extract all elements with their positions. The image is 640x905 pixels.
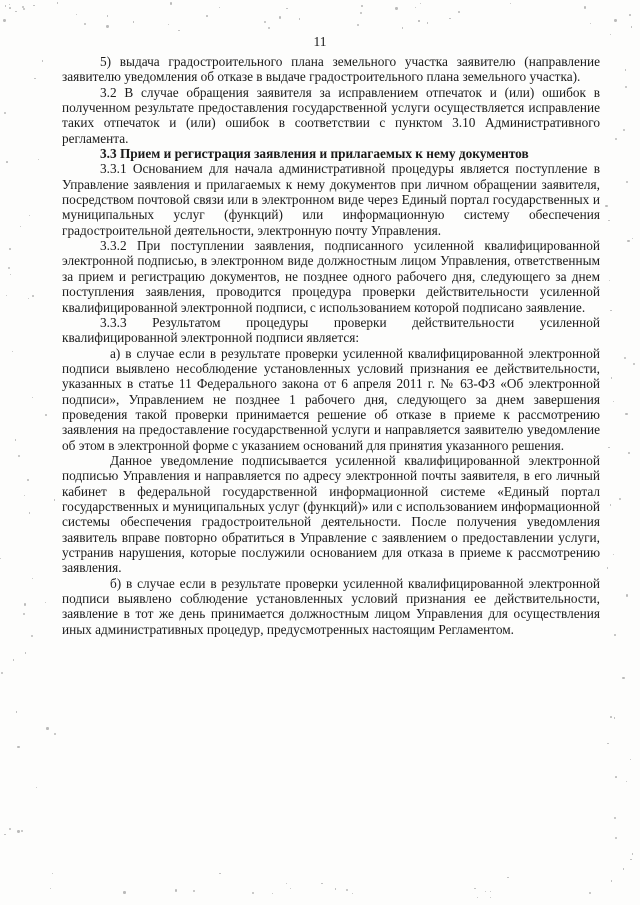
scan-noise bbox=[415, 7, 417, 9]
scan-noise bbox=[395, 7, 397, 9]
scan-noise bbox=[170, 2, 172, 4]
scan-noise bbox=[474, 888, 475, 889]
scan-noise bbox=[361, 5, 363, 7]
paragraph: б) в случае если в результате проверки усиленной квалифицированной электронной подписи выявлено соблюдение установленных условий признания ее действительности, заявление в тот же день принимается должностным лицом Управления для осуществления иных административных процедур, предусмотренных настоящим Регламентом. bbox=[62, 575, 600, 637]
scan-noise bbox=[16, 711, 17, 712]
scan-noise bbox=[631, 26, 633, 28]
scan-noise bbox=[29, 512, 30, 513]
scan-noise bbox=[628, 452, 630, 454]
paragraph: а) в случае если в результате проверки усиленной квалифицированной электронной подписи выявлено несоблюдение установленных условий признания ее действительности, указанных в статье 11 Федерального закона от 6 апреля 2011 г. № 63-ФЗ «Об электронной подписи», Управлением не позднее 1 рабочего дня, следующего за днем завершения проведения такой проверки принимается решение об отказе в приеме к рассмотрению заявления на предоставление государственной услуги и направляется заявителю уведомление об этом в электронной форме с указанием оснований для принятия указанного решения. bbox=[62, 345, 600, 453]
scan-noise bbox=[106, 25, 108, 27]
scan-noise bbox=[357, 24, 359, 26]
scan-noise bbox=[9, 4, 10, 5]
scan-noise bbox=[611, 880, 613, 882]
scan-noise bbox=[608, 447, 610, 449]
scan-noise bbox=[622, 677, 624, 679]
paragraph: 3.3.1 Основанием для начала административной процедуры является поступление в Управление заявления и прилагаемых к нему документов при личном обращении заявителя, посредством почтовой связи или в электронном виде через Единый портал государственных и муниципальных услуг (функций) или информационную систему обеспечения градостроительной деятельности, электронную почту Управления. bbox=[62, 161, 600, 238]
scan-noise bbox=[632, 238, 633, 239]
scan-noise bbox=[607, 743, 608, 744]
scan-noise bbox=[4, 112, 6, 114]
scan-noise bbox=[32, 578, 34, 580]
scan-noise bbox=[42, 60, 44, 62]
paragraph: 3.3.2 При поступлении заявления, подписанного усиленной квалифицированной электронной подписью, в электронном виде должностным лицом Управления, ответственным за прием и регистрацию документов, не позднее одного рабочего дня, следующего за днем поступления заявления, проводится процедура проверки действительности усиленной квалифицированной электронной подписи, с использованием которой подписано заявление. bbox=[62, 238, 600, 315]
scan-noise bbox=[449, 18, 450, 19]
scan-noise bbox=[219, 7, 220, 8]
scan-noise bbox=[632, 853, 634, 855]
scan-noise bbox=[18, 455, 20, 457]
paragraph: Данное уведомление подписывается усиленной квалифицированной электронной подписью Управления и направляется по адресу электронной почты заявителя, в его личный кабинет в федеральной государственной информационной системе «Единый портал государственных и муниципальных услуг (функций)» или с использованием информационной системы обеспечения градостроительной деятельности. После получения уведомления заявитель вправе повторно обратиться в Управление с заявлением о предоставлении услуги, устранив нарушения, которые послужили основанием для отказа в приеме к рассмотрению заявления. bbox=[62, 452, 600, 576]
scan-noise bbox=[193, 890, 195, 892]
scan-noise bbox=[133, 21, 135, 23]
scan-noise bbox=[1, 672, 3, 674]
scan-noise bbox=[615, 837, 617, 839]
scan-noise bbox=[279, 16, 281, 18]
scan-noise bbox=[346, 889, 348, 891]
scan-noise bbox=[10, 274, 11, 275]
scan-noise bbox=[15, 11, 16, 12]
scan-noise bbox=[20, 226, 21, 227]
scan-noise bbox=[610, 504, 612, 506]
scan-noise bbox=[633, 363, 635, 365]
scan-noise bbox=[84, 23, 86, 25]
scan-noise bbox=[272, 893, 273, 894]
scan-noise bbox=[607, 567, 609, 569]
scan-noise bbox=[21, 830, 23, 832]
scan-noise bbox=[614, 19, 616, 21]
scan-noise bbox=[427, 22, 429, 24]
scan-noise bbox=[625, 86, 627, 88]
scan-noise bbox=[402, 27, 404, 29]
scan-noise bbox=[4, 834, 5, 835]
scan-noise bbox=[31, 635, 33, 637]
scan-noise bbox=[178, 30, 180, 32]
scan-noise bbox=[268, 27, 270, 29]
scan-noise bbox=[252, 892, 254, 894]
scan-noise bbox=[490, 897, 491, 898]
scan-noise bbox=[50, 888, 52, 890]
scan-noise bbox=[624, 357, 626, 359]
paragraph: 3.3.3 Результатом процедуры проверки действительности усиленной квалифицированной электронной подписи является: bbox=[62, 314, 600, 346]
scan-noise bbox=[286, 8, 287, 9]
scan-noise bbox=[17, 830, 19, 832]
scan-noise bbox=[420, 3, 421, 4]
scan-noise bbox=[290, 888, 292, 890]
scan-noise bbox=[9, 248, 11, 250]
scan-noise bbox=[610, 34, 611, 35]
paragraph: 5) выдача градостроительного плана земельного участка заявителю (направление заявителю уведомления об отказе в выдаче градостроительного плана земельного участка). bbox=[62, 54, 600, 85]
scan-noise bbox=[321, 883, 323, 885]
scan-noise bbox=[611, 377, 613, 379]
scan-noise bbox=[626, 594, 628, 596]
scan-noise bbox=[25, 652, 26, 653]
scan-noise bbox=[490, 891, 491, 892]
scan-noise bbox=[17, 746, 19, 748]
scan-noise bbox=[614, 717, 616, 719]
scan-noise bbox=[5, 5, 6, 6]
scan-noise bbox=[510, 3, 511, 4]
page-number: 11 bbox=[313, 34, 327, 49]
scan-noise bbox=[610, 716, 612, 718]
scan-noise bbox=[485, 891, 486, 892]
scan-noise bbox=[352, 893, 354, 895]
scan-noise bbox=[584, 6, 586, 8]
scan-noise bbox=[627, 240, 629, 242]
scan-noise bbox=[608, 220, 610, 222]
scan-noise bbox=[615, 776, 617, 778]
scan-noise bbox=[175, 889, 177, 891]
scan-noise bbox=[219, 873, 221, 875]
scan-noise bbox=[477, 897, 478, 898]
scan-noise bbox=[57, 2, 58, 3]
scan-noise bbox=[613, 401, 614, 402]
scan-noise bbox=[13, 659, 15, 661]
scan-noise bbox=[8, 267, 10, 269]
scan-noise bbox=[590, 23, 591, 24]
paragraph: 3.2 В случае обращения заявителя за исправлением отпечаток и (или) ошибок в полученном результате предоставления государственной услуги осуществляется исправление таких отпечаток и (или) ошибок в соответствии с пунктом 3.10 Административного регламента. bbox=[62, 84, 600, 146]
scan-noise bbox=[630, 859, 632, 861]
scan-noise bbox=[6, 295, 7, 296]
scan-noise bbox=[6, 161, 8, 163]
scan-noise bbox=[12, 351, 13, 352]
scan-noise bbox=[34, 78, 36, 80]
scan-noise bbox=[629, 14, 631, 16]
document-body bbox=[62, 54, 600, 637]
scan-noise bbox=[28, 298, 29, 299]
scan-noise bbox=[613, 554, 615, 556]
scan-noise bbox=[507, 877, 508, 878]
scan-noise bbox=[625, 69, 627, 71]
scan-noise bbox=[54, 733, 56, 735]
scan-noise bbox=[286, 883, 287, 884]
scan-noise bbox=[46, 727, 48, 729]
scan-noise bbox=[610, 310, 612, 312]
scan-noise bbox=[605, 205, 607, 207]
scan-noise bbox=[107, 15, 109, 17]
scan-noise bbox=[23, 8, 25, 10]
scan-noise bbox=[168, 24, 169, 25]
scan-noise bbox=[418, 20, 419, 21]
scan-noise bbox=[45, 602, 46, 603]
scan-noise bbox=[626, 181, 628, 183]
scan-noise bbox=[54, 499, 56, 501]
scan-noise bbox=[623, 868, 624, 869]
scan-noise bbox=[609, 280, 611, 282]
scan-noise bbox=[9, 7, 11, 9]
scan-noise bbox=[589, 892, 591, 894]
scan-noise bbox=[29, 215, 30, 216]
scan-noise bbox=[619, 498, 621, 500]
scan-noise bbox=[33, 5, 35, 7]
scan-noise bbox=[38, 159, 39, 160]
scan-noise bbox=[123, 891, 125, 893]
scan-noise bbox=[15, 439, 16, 440]
scan-noise bbox=[458, 11, 460, 13]
scan-noise bbox=[32, 295, 34, 297]
scan-noise bbox=[335, 888, 337, 890]
scan-noise bbox=[52, 873, 53, 874]
scan-noise bbox=[626, 781, 628, 783]
scan-noise bbox=[27, 479, 29, 481]
section-heading: 3.3 Прием и регистрация заявления и прилагаемых к нему документов bbox=[100, 146, 529, 162]
scan-noise bbox=[36, 787, 37, 788]
scan-noise bbox=[299, 18, 301, 20]
scan-noise bbox=[3, 19, 5, 21]
scan-noise bbox=[615, 138, 617, 140]
scan-noise bbox=[623, 129, 625, 131]
scan-noise bbox=[23, 613, 25, 615]
scan-noise bbox=[32, 397, 33, 398]
scan-noise bbox=[625, 413, 627, 415]
scan-noise bbox=[614, 634, 616, 636]
scan-noise bbox=[206, 15, 208, 17]
scan-noise bbox=[630, 759, 631, 760]
scan-noise bbox=[264, 21, 266, 23]
scan-noise bbox=[360, 12, 362, 14]
scan-noise bbox=[76, 14, 77, 15]
scan-noise bbox=[24, 603, 26, 605]
scan-noise bbox=[45, 414, 47, 416]
scan-noise bbox=[9, 828, 11, 830]
scan-noise bbox=[0, 558, 1, 559]
scan-noise bbox=[24, 495, 25, 496]
scan-noise bbox=[614, 817, 616, 819]
